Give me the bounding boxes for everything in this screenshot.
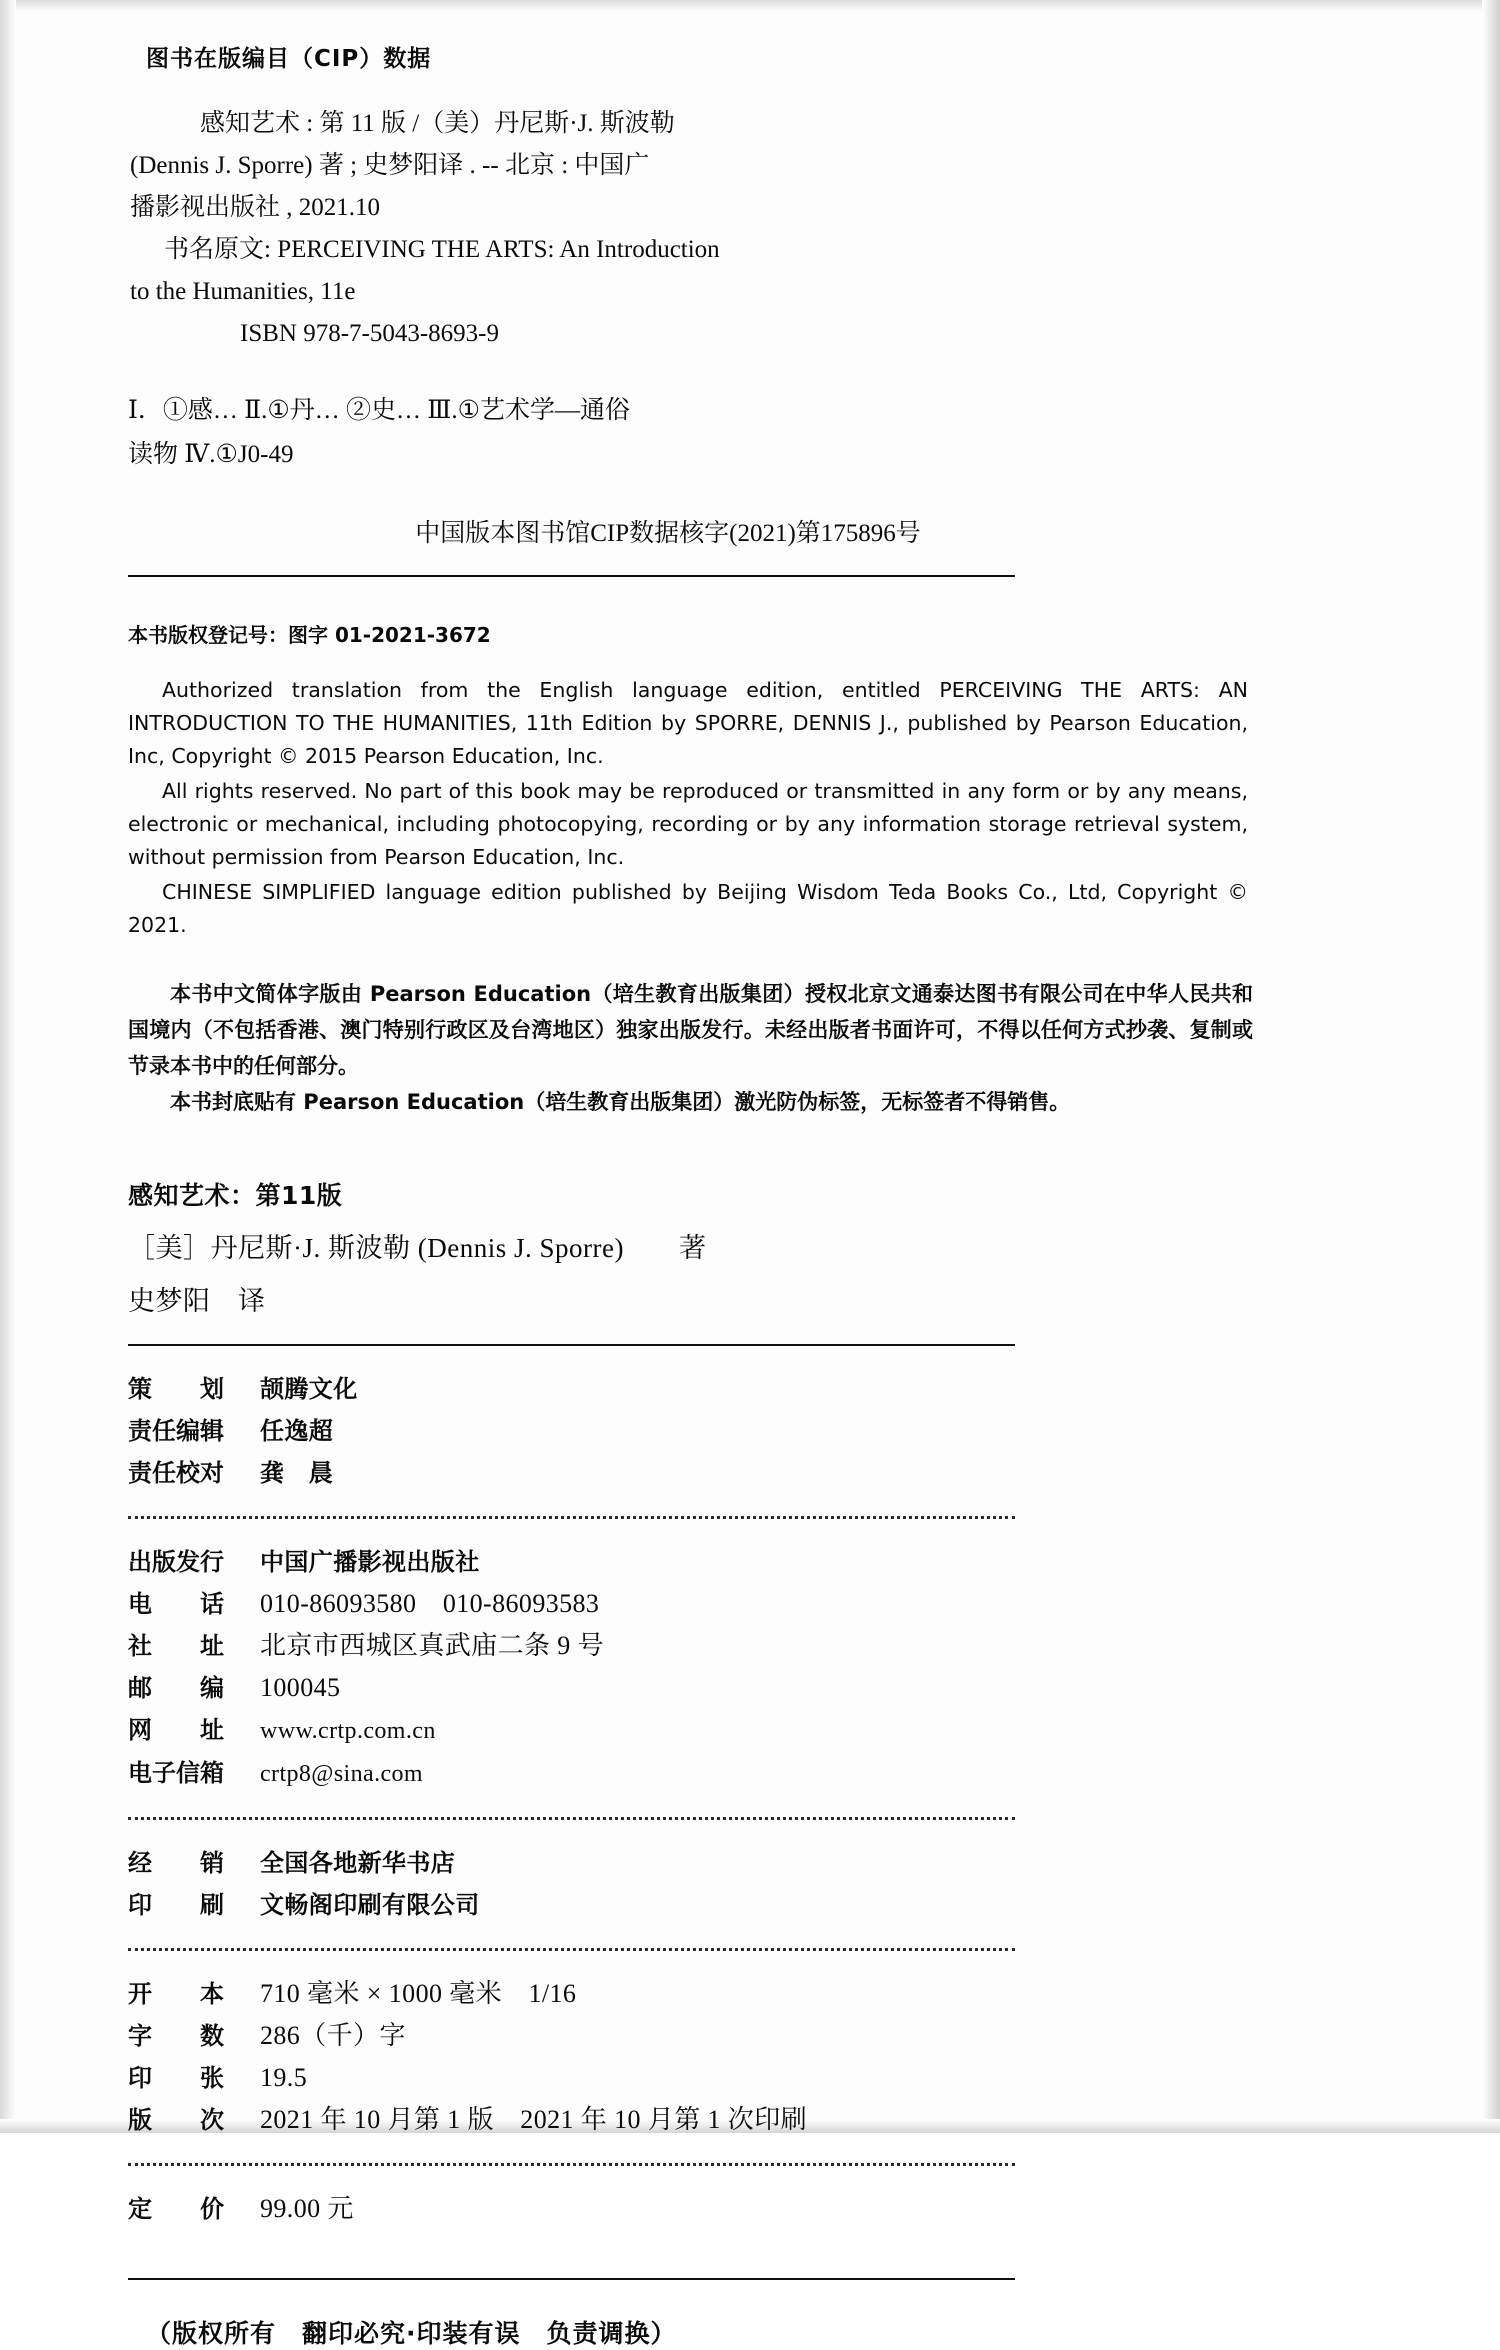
spec-row-format	[128, 1973, 1368, 2015]
specs-section	[128, 1951, 1368, 2163]
credit-row-proofreader	[128, 1452, 1368, 1494]
credit-row-editor	[128, 1410, 1368, 1452]
divider-before-footer	[128, 2278, 1015, 2280]
publisher-info-section	[128, 1519, 1368, 1817]
cip-body	[130, 103, 1368, 355]
spec-row-edition	[128, 2099, 1368, 2141]
spec-label-sheets: 印 张	[128, 2064, 224, 2092]
book-author: ［美］丹尼斯·J. 斯波勒 (Dennis J. Sporre) 著	[128, 1233, 707, 1263]
cip-classification-line-1: Ⅰ．①感… Ⅱ.①丹… ②史… Ⅲ.①艺术学—通俗	[128, 397, 631, 424]
credit-label-editor: 责任编辑	[128, 1417, 224, 1445]
publisher-row-website	[128, 1709, 1368, 1752]
spec-value-edition: 2021 年 10 月第 1 版 2021 年 10 月第 1 次印刷	[260, 2105, 808, 2134]
distribution-row-sales	[128, 1842, 1368, 1884]
spec-label-format: 开 本	[128, 1980, 224, 2008]
distribution-value-printer: 文畅阁印刷有限公司	[260, 1891, 480, 1919]
book-translator: 史梦阳 译	[128, 1286, 266, 1316]
distribution-row-printer	[128, 1884, 1368, 1926]
credit-value-planner: 颉腾文化	[260, 1375, 358, 1403]
title-author-section	[128, 1176, 1368, 1346]
divider-after-cip	[128, 575, 1015, 577]
credit-label-proofreader: 责任校对	[128, 1459, 224, 1487]
chinese-paragraph-anticounterfeit: 本书封底贴有 Pearson Education（培生教育出版集团）激光防伪标签，无标签者不得销售。	[170, 1090, 1071, 1114]
distribution-label-sales: 经 销	[128, 1849, 224, 1877]
credit-row-planner	[128, 1368, 1368, 1410]
publisher-value-email[interactable]: crtp8@sina.com	[260, 1761, 423, 1787]
cip-classification	[128, 389, 1368, 477]
publisher-value-website[interactable]: www.crtp.com.cn	[260, 1718, 436, 1744]
spec-label-edition: 版 次	[128, 2106, 224, 2134]
scan-edge-left	[0, 0, 16, 2133]
publisher-row-email	[128, 1752, 1368, 1795]
cip-line-2: (Dennis J. Sporre) 著 ; 史梦阳译 . -- 北京 : 中国广	[130, 152, 650, 179]
spec-value-format: 710 毫米 × 1000 毫米 1/16	[260, 1979, 577, 2008]
legal-section	[128, 619, 1368, 1120]
cip-line-5: to the Humanities, 11e	[130, 278, 356, 305]
publisher-row-publisher	[128, 1541, 1368, 1583]
page-content	[128, 40, 1368, 2350]
spec-value-sheets: 19.5	[260, 2063, 308, 2092]
publisher-label-phone: 电 话	[128, 1590, 224, 1618]
spec-label-wordcount: 字 数	[128, 2022, 224, 2050]
credit-value-proofreader: 龚 晨	[260, 1459, 334, 1487]
spec-row-sheets	[128, 2057, 1368, 2099]
credits-section	[128, 1346, 1368, 1516]
cip-line-3: 播影视出版社 , 2021.10	[130, 194, 381, 221]
distribution-label-printer: 印 刷	[128, 1891, 224, 1919]
english-paragraph-authorized: Authorized translation from the English language edition, entitled PERCEIVING THE ARTS: AN INTRODUCTION TO THE HUMANITIES, 11th Edition by SPORRE, DENNIS J., published by Pearson Education, Inc, Copyright © 2015 Pearson Education, Inc.	[128, 678, 1248, 768]
book-title: 感知艺术：第11版	[128, 1181, 343, 1210]
publisher-row-phone	[128, 1583, 1368, 1625]
publisher-value-postcode: 100045	[260, 1673, 341, 1702]
distribution-section	[128, 1820, 1368, 1948]
cip-classification-line-2: 读物 Ⅳ.①J0-49	[128, 441, 294, 468]
footer-note: （版权所有 翻印必究·印装有误 负责调换）	[146, 2319, 677, 2348]
publisher-row-address	[128, 1625, 1368, 1667]
publisher-value-address: 北京市西城区真武庙二条 9 号	[260, 1631, 605, 1660]
spec-row-wordcount	[128, 2015, 1368, 2057]
credit-value-editor: 任逸超	[260, 1417, 334, 1445]
publisher-label-website: 网 址	[128, 1716, 224, 1744]
credit-label-planner: 策 划	[128, 1375, 224, 1403]
chinese-paragraph-license: 本书中文简体字版由 Pearson Education（培生教育出版集团）授权北京文通泰达图书有限公司在中华人民共和国境内（不包括香港、澳门特别行政区及台湾地区）独家出版发行。未经出版者书面许可，不得以任何方式抄袭、复制或节录本书中的任何部分。	[128, 982, 1253, 1078]
spec-value-wordcount: 286（千）字	[260, 2021, 406, 2050]
copyright-registration-number: 本书版权登记号：图字 01-2021-3672	[128, 623, 491, 647]
scan-edge-top	[0, 0, 1500, 12]
distribution-value-sales: 全国各地新华书店	[260, 1849, 456, 1877]
scan-edge-right	[1482, 0, 1500, 2133]
publisher-value-phone: 010-86093580 010-86093583	[260, 1589, 600, 1618]
cip-line-1: 感知艺术 : 第 11 版 /（美）丹尼斯·J. 斯波勒	[200, 110, 675, 137]
publisher-label-email: 电子信箱	[128, 1759, 224, 1787]
price-row	[128, 2188, 1368, 2230]
publisher-row-postcode	[128, 1667, 1368, 1709]
english-paragraph-rights: All rights reserved. No part of this book may be reproduced or transmitted in any form or by any means, electronic or mechanical, including photocopying, recording or by any information storage retrieval system, without permission from Pearson Education, Inc.	[128, 779, 1248, 869]
publisher-label-address: 社 址	[128, 1632, 224, 1660]
cip-line-isbn: ISBN 978-7-5043-8693-9	[240, 320, 500, 347]
publisher-label-postcode: 邮 编	[128, 1674, 224, 1702]
publisher-label-publisher: 出版发行	[128, 1548, 224, 1576]
cip-line-4: 书名原文: PERCEIVING THE ARTS: An Introduction	[164, 236, 720, 263]
cip-number: 中国版本图书馆CIP数据核字(2021)第175896号	[415, 520, 921, 547]
price-value: 99.00 元	[260, 2194, 354, 2223]
cip-section	[128, 40, 1368, 577]
price-label: 定 价	[128, 2195, 224, 2223]
publisher-value-publisher: 中国广播影视出版社	[260, 1548, 480, 1576]
price-section	[128, 2166, 1368, 2252]
cip-heading: 图书在版编目（CIP）数据	[146, 46, 432, 72]
english-paragraph-chinese-edition: CHINESE SIMPLIFIED language edition published by Beijing Wisdom Teda Books Co., Ltd, Copyright © 2021.	[128, 880, 1248, 937]
